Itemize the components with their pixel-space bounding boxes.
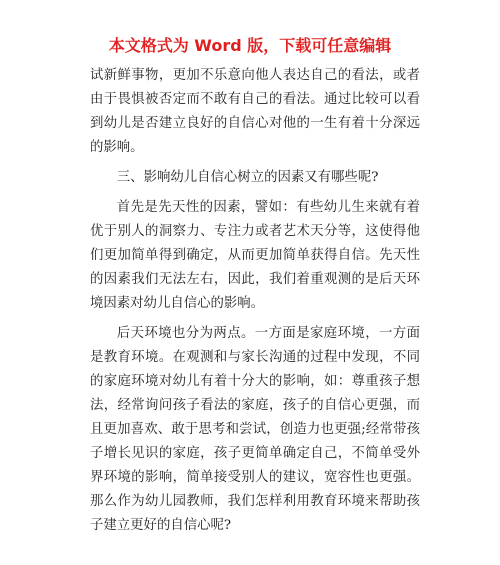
editable-word-banner: 本文格式为 Word 版，下载可任意编辑 xyxy=(108,36,392,55)
document-body xyxy=(90,64,420,544)
paragraph-innate-factors: 首先是先天性的因素，譬如：有些幼儿生来就有着优于别人的洞察力、专注力或者艺术天分等，这使得他们更加简单得到确定，从而更加简单获得自信。先天性的因素我们无法左右，因此，我们着重观测的是后天环境因素对幼儿自信心的影响。 xyxy=(90,200,420,311)
page-bottom-edge xyxy=(0,548,500,565)
section-heading: 三、影响幼儿自信心树立的因素又有哪些呢? xyxy=(116,170,379,185)
paragraph-continuation: 试新鲜事物，更加不乐意向他人表达自己的看法，或者由于畏惧被否定而不敢有自己的看法。通过比较可以看到幼儿是否建立良好的自信心对他的一生有着十分深远的影响。 xyxy=(90,68,420,155)
paragraph-environment-factors: 后天环境也分为两点。一方面是家庭环境，一方面是教育环境。在观测和与家长沟通的过程中发现，不同的家庭环境对幼儿有着十分大的影响，如：尊重孩子想法，经常询问孩子看法的家庭，孩子的自信心更强，而且更加喜欢、敢于思考和尝试，创造力也更强;经常带孩子增长见识的家庭，孩子更简单确定自己，不简单受外界环境的影响，简单接受别人的建议，宽容性也更强。那么作为幼儿园教师，我们怎样利用教育环境来帮助孩子建立更好的自信心呢? xyxy=(90,326,420,533)
